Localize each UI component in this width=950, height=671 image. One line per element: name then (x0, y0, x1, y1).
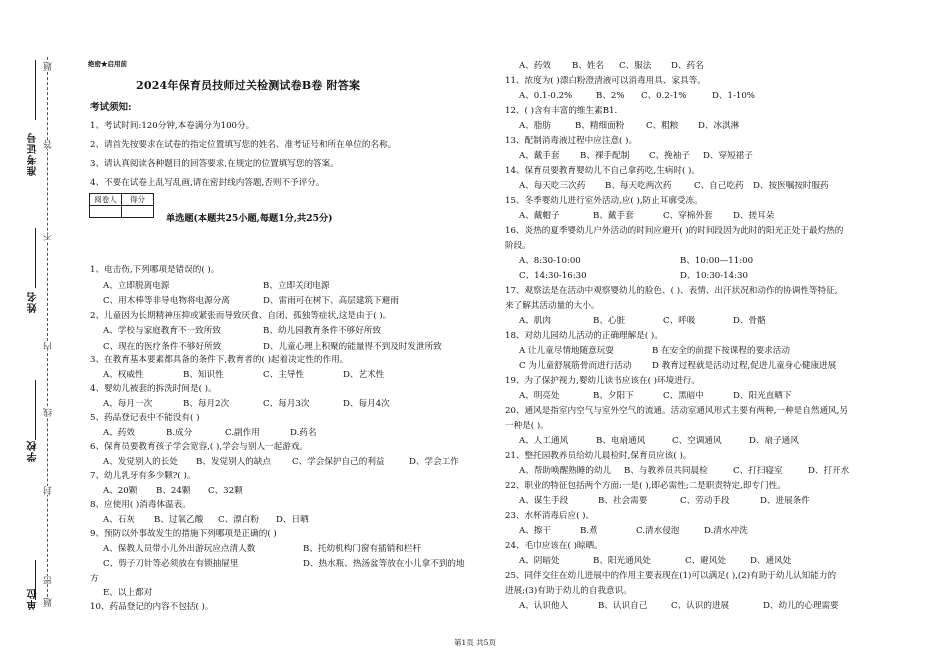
score-cell: 得分 (122, 194, 154, 206)
option: B、精细面粉 (575, 121, 625, 131)
option: D、热水瓶、热汤盆等放在小儿拿不到的地 (303, 559, 465, 569)
option: C、14:30-16:30 (519, 271, 587, 281)
question: 3、在教育基本要素都具备的条件下,教育者的( )起着决定性的作用。 (90, 355, 349, 365)
option: B、立即关闭电源 (263, 281, 330, 291)
option: B、发觉别人的缺点 (196, 457, 272, 467)
option: B、心脏 (593, 316, 626, 326)
option: A、学校与家庭教育不一致所致 (103, 326, 221, 336)
question: 19、为了保护视力,婴幼儿读书应该在( )环境进行。 (505, 376, 700, 386)
option: B、戴手套 (593, 211, 634, 221)
question: 11、浓度为( )漂白粉澄清液可以消毒用具、家具等。 (505, 76, 706, 86)
question: 20、通风是指室内空气与室外空气的流通。活动室通风形式主要有两种,一种是自然通风,另 (505, 406, 848, 416)
question: 8、应使用( )消毒体温表。 (90, 500, 191, 510)
option: B、每天吃两次药 (605, 181, 672, 191)
option-wrap: 方 (90, 574, 99, 584)
option: C、认识的进展 (671, 601, 730, 611)
question: 4、婴幼儿被套的拆洗时间是( )。 (90, 384, 217, 394)
question: 1、电击伤,下列哪项是错误的( )。 (90, 265, 220, 275)
question-wrap: 阶段。 (505, 241, 531, 251)
option: C、服法 (619, 61, 652, 71)
question: 16、炎热的夏季婴幼儿户外活动的时间应避开( )的时间段因为此时的阳光正处于最灼热的 (505, 226, 844, 236)
option: B、24颗 (156, 486, 191, 496)
option: B、托幼机构门窗有插销和栏杆 (303, 544, 422, 554)
option: C、空调通风 (672, 436, 722, 446)
option: B、夕阳下 (593, 391, 634, 401)
question: 12、( )含有丰富的维生素B1. (505, 106, 618, 116)
option: C、自己吃药 (694, 181, 744, 191)
option: C、每月3次 (263, 399, 310, 409)
question: 14、保育员要教育婴幼儿不自己拿药吃,生病时( )。 (505, 166, 700, 176)
option: C、0.2-1% (641, 91, 687, 101)
option: D、按医嘱按时服药 (753, 181, 829, 191)
option: D、骨骼 (733, 316, 766, 326)
option: A、擦干 (519, 526, 551, 536)
question-wrap: 来了解其活动量的大小。 (505, 301, 600, 311)
option: C、挽袖子 (649, 151, 690, 161)
question: 2、儿童因为长期精神压抑或紧张而导致厌食、自闭、孤独等症状,这是由于( )。 (90, 311, 392, 321)
option: A、药效 (519, 61, 551, 71)
option: D.药名 (290, 428, 317, 438)
section-title: 单选题(本题共25小题,每题1分,共25分) (166, 213, 333, 224)
option: D、进展条件 (760, 496, 810, 506)
option: A、8:30-10:00 (519, 256, 581, 266)
option: B、裸手配制 (580, 151, 630, 161)
option: A、每月一次 (103, 399, 153, 409)
option: D、扇子通风 (749, 436, 799, 446)
question: 18、对幼儿园幼儿活动的正确理解是( )。 (505, 331, 663, 341)
option: D、打开水 (808, 466, 850, 476)
option: C、32颗 (208, 486, 243, 496)
question: 5、药品登记表中不能没有( ) (90, 413, 200, 423)
question: 23、水杯消毒后应( )。 (505, 511, 595, 521)
seal-word: 内 (44, 342, 54, 351)
option: C、用木棒等非导电物将电源分离 (103, 296, 230, 306)
option: C、穿棉外套 (663, 211, 713, 221)
option: B、阳光通风处 (593, 556, 651, 566)
seal-word: 答 (44, 140, 54, 149)
option: C、黑暗中 (663, 391, 704, 401)
option: E、以上都对 (103, 588, 153, 598)
unit-label: 单位 (28, 588, 39, 610)
notice-item: 4、不要在试卷上乱写乱画,请在密封线内答题,否则不予评分。 (90, 178, 325, 188)
secret-mark: 绝密★启用前 (88, 60, 127, 68)
option: B、幼儿园教育条件不够好所致 (263, 326, 382, 336)
option: B、2% (596, 91, 625, 101)
option: A、认识他人 (519, 601, 569, 611)
option: A、明亮处 (519, 391, 560, 401)
option: A、脂肪 (519, 121, 551, 131)
page-title: 2024年保育员技师过关检测试卷B卷 附答案 (136, 79, 361, 92)
option: D、搓耳朵 (733, 211, 775, 221)
option: D、幼儿的心理需要 (763, 601, 839, 611)
option: B、知识性 (183, 370, 224, 380)
question: 7、幼儿乳牙有多少颗?( )。 (90, 471, 196, 481)
seal-word: 密 (44, 576, 54, 585)
option: A、发觉别人的长处 (103, 457, 178, 467)
option: D.清水冲洗 (704, 526, 748, 536)
option: B、电扇通风 (596, 436, 646, 446)
option: C、现在的医疗条件不够好所致 (103, 342, 222, 352)
score-table (89, 193, 154, 218)
option: D、阳光直晒下 (733, 391, 792, 401)
option: C 为儿童舒展筋骨而进行活动 (519, 361, 632, 371)
option: A、戴帽子 (519, 211, 560, 221)
option: A 让儿童尽情地随意玩耍 (519, 346, 614, 356)
option: A、保教人员带小儿外出游玩应点清人数 (103, 544, 256, 554)
option: B、10:00—11:00 (680, 256, 754, 266)
option: A、帮助唤醒熟睡的幼儿 (519, 466, 612, 476)
school-underline (35, 380, 36, 440)
option: B、过氧乙酸 (154, 515, 204, 525)
option: D、药名 (671, 61, 704, 71)
option: A、谋生手段 (519, 496, 569, 506)
option: D、冰淇淋 (698, 121, 740, 131)
option: D、穿短裙子 (703, 151, 753, 161)
question: 25、同伴交往在幼儿进展中的作用主要表现在(1)可以满足( ),(2)有助于幼儿认知能力的 (505, 571, 837, 581)
seal-word: 封 (44, 486, 54, 495)
option: A、人工通风 (519, 436, 569, 446)
reviewer-cell: 阅卷人 (90, 194, 122, 206)
notice-item: 3、请认真阅读各种题目的回答要求,在规定的位置填写您的答案。 (90, 159, 339, 169)
option: A、立即脱离电源 (103, 281, 170, 291)
option: A、药效 (103, 428, 135, 438)
option: D、10:30-14:30 (680, 271, 748, 281)
page-footer: 第1页 共5页 (454, 638, 496, 647)
question: 21、整托园教养员给幼儿晨检时,保育员应该( )。 (505, 451, 692, 461)
option: B、认识自己 (598, 601, 648, 611)
option: C、劳动手段 (680, 496, 730, 506)
option: C、粗粮 (646, 121, 679, 131)
question: 17、观察法是在活动中观察婴幼儿的脸色、( )、表情、出汗状况和动作的协调性等特征, (505, 286, 838, 296)
option: B、每月2次 (183, 399, 230, 409)
option: C、剪子刀针等必须放在有锁抽屉里 (103, 559, 239, 569)
option: A、戴手套 (519, 151, 560, 161)
binding-margin (0, 0, 58, 671)
seal-word: 不 (44, 232, 54, 241)
question: 22、职业的特征包括两个方面:一是( ),即必需性;二是职责特定,即专门性。 (505, 481, 786, 491)
seal-word: 线 (44, 408, 54, 417)
option: C、漂白粉 (218, 515, 259, 525)
option: C、避风处 (685, 556, 726, 566)
option: A、每天吃三次药 (519, 181, 586, 191)
exam-no-underline (35, 60, 36, 120)
option: C.副作用 (225, 428, 260, 438)
question: 10、药品登记的内容不包括( )。 (90, 602, 214, 612)
option: C、学会保护自己的利益 (292, 457, 385, 467)
option: D、艺术性 (343, 370, 385, 380)
option: B.成分 (166, 428, 193, 438)
question: 9、预防以外事故发生的措施下列哪项是正确的( ) (90, 529, 277, 539)
name-underline (35, 228, 36, 288)
question: 13、配制消毒液过程中应注意( )。 (505, 136, 638, 146)
score-blank (122, 206, 154, 218)
reviewer-blank (90, 206, 122, 218)
question-wrap: 一种是( )。 (505, 421, 549, 431)
option: A、0.1-0.2% (519, 91, 573, 101)
option: D、日晒 (276, 515, 309, 525)
option: D、每月4次 (343, 399, 390, 409)
question: 24、毛巾应该在( )晾晒。 (505, 541, 603, 551)
option: D、通风处 (750, 556, 792, 566)
option: A、石灰 (103, 515, 135, 525)
option: C、呼吸 (663, 316, 696, 326)
question-wrap: 进展;(3)有助于幼儿的自我意识。 (505, 586, 632, 596)
option: B、与教养员共同晨检 (624, 466, 708, 476)
option: A、阴暗处 (519, 556, 560, 566)
seal-word: 题 (44, 62, 54, 71)
option: C、打扫寝室 (733, 466, 783, 476)
option: D、学会工作 (409, 457, 459, 467)
option: B.煮 (580, 526, 598, 536)
notice-item: 2、请首先按要求在试卷的指定位置填写您的姓名、准考证号和所在单位的名称。 (90, 140, 397, 150)
option: B、社会需要 (598, 496, 648, 506)
option: D、1-10% (712, 91, 755, 101)
seal-word: 题 (44, 598, 54, 607)
option: D 教育过程就是活动过程,促进儿童身心健康进展 (652, 361, 837, 371)
question: 6、保育员要教育孩子学会宽容,( ),学会与别人一起游戏。 (90, 442, 309, 452)
name-label: 姓名 (28, 291, 39, 313)
notice-heading: 考试须知: (90, 102, 132, 113)
option: D、雷雨可在树下、高层建筑下避雨 (263, 296, 399, 306)
option: C、主导性 (263, 370, 304, 380)
school-label: 学校 (28, 440, 39, 462)
option: A、权威性 (103, 370, 144, 380)
exam-no-label: 准考证号 (28, 132, 39, 176)
question: 15、冬季婴幼儿进行室外活动,应( ),防止耳廓受冻。 (505, 196, 703, 206)
option: A、20颗 (103, 486, 138, 496)
option: B 在安全的前提下按课程的要求活动 (652, 346, 790, 356)
unit-underline (35, 560, 36, 600)
option: C.清水侵泡 (636, 526, 680, 536)
notice-item: 1、考试时间:120分钟,本卷满分为100分。 (90, 121, 255, 131)
option: B、姓名 (572, 61, 605, 71)
option: A、肌肉 (519, 316, 551, 326)
option: D、儿童心理上积聚的能量得不到及时发泄所致 (263, 342, 442, 352)
